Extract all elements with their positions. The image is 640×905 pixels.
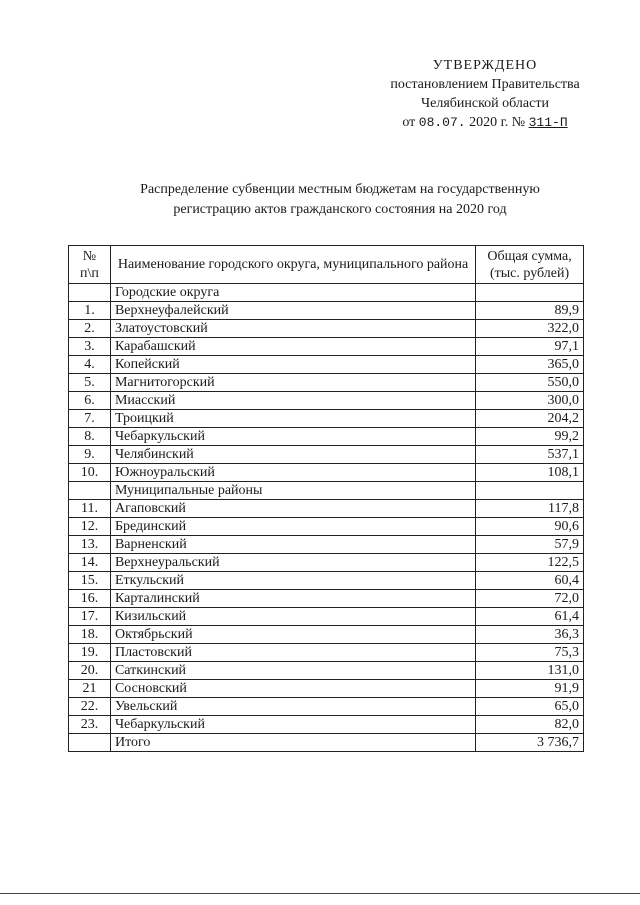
section-row [69, 482, 584, 500]
row-name: Южноуральский [110, 464, 475, 482]
row-value: 99,2 [476, 428, 584, 446]
row-name: Октябрьский [110, 626, 475, 644]
table-row [69, 590, 584, 608]
approval-number-prefix: № [511, 115, 526, 130]
row-number: 6. [69, 392, 111, 410]
row-value: 97,1 [476, 338, 584, 356]
total-label: Итого [110, 734, 475, 752]
row-name: Верхнеуральский [110, 554, 475, 572]
table-row [69, 446, 584, 464]
row-value: 300,0 [476, 392, 584, 410]
row-name: Магнитогорский [110, 374, 475, 392]
row-number: 12. [69, 518, 111, 536]
table-row [69, 554, 584, 572]
row-name: Сосновский [110, 680, 475, 698]
header-number: № п\п [69, 246, 111, 284]
row-value: 90,6 [476, 518, 584, 536]
title-line-1: Распределение субвенции местным бюджетам на государственную [140, 182, 540, 197]
approval-line-2: Челябинской области [421, 96, 549, 111]
approval-stamp [360, 56, 610, 132]
approval-year: 2020 г. [469, 115, 509, 130]
table-row [69, 644, 584, 662]
approval-date-prefix: от [402, 115, 416, 130]
total-value: 3 736,7 [476, 734, 584, 752]
row-value: 322,0 [476, 320, 584, 338]
row-number: 17. [69, 608, 111, 626]
row-number: 3. [69, 338, 111, 356]
row-value: 204,2 [476, 410, 584, 428]
table-row [69, 410, 584, 428]
table-row [69, 518, 584, 536]
row-number: 13. [69, 536, 111, 554]
approval-date-line [360, 113, 610, 132]
total-row [69, 734, 584, 752]
row-number: 11. [69, 500, 111, 518]
total-number-cell [69, 734, 111, 752]
table-header-row [69, 246, 584, 284]
header-name: Наименование городского округа, муниципального района [110, 246, 475, 284]
row-value: 72,0 [476, 590, 584, 608]
section-value-cell [476, 284, 584, 302]
row-number: 20. [69, 662, 111, 680]
page-bottom-divider [0, 893, 640, 894]
row-name: Чебаркульский [110, 716, 475, 734]
row-number: 21 [69, 680, 111, 698]
table-row [69, 500, 584, 518]
section-title: Городские округа [110, 284, 475, 302]
table-body [69, 284, 584, 752]
table-row [69, 464, 584, 482]
row-name: Агаповский [110, 500, 475, 518]
row-number: 2. [69, 320, 111, 338]
row-name: Миасский [110, 392, 475, 410]
table-row [69, 716, 584, 734]
section-value-cell [476, 482, 584, 500]
row-value: 365,0 [476, 356, 584, 374]
row-value: 36,3 [476, 626, 584, 644]
row-name: Увельский [110, 698, 475, 716]
row-number: 10. [69, 464, 111, 482]
row-name: Чебаркульский [110, 428, 475, 446]
row-number: 22. [69, 698, 111, 716]
document-title [80, 180, 600, 220]
row-number: 8. [69, 428, 111, 446]
approval-number: 311-П [528, 115, 568, 130]
row-value: 65,0 [476, 698, 584, 716]
row-name: Челябинский [110, 446, 475, 464]
table-row [69, 626, 584, 644]
row-number: 5. [69, 374, 111, 392]
row-value: 131,0 [476, 662, 584, 680]
section-number-cell [69, 284, 111, 302]
table-row [69, 320, 584, 338]
row-name: Пластовский [110, 644, 475, 662]
row-number: 23. [69, 716, 111, 734]
row-name: Троицкий [110, 410, 475, 428]
row-number: 19. [69, 644, 111, 662]
title-line-2: регистрацию актов гражданского состояния на 2020 год [173, 202, 507, 217]
table-row [69, 680, 584, 698]
row-value: 75,3 [476, 644, 584, 662]
row-number: 9. [69, 446, 111, 464]
section-row [69, 284, 584, 302]
row-value: 108,1 [476, 464, 584, 482]
table-row [69, 356, 584, 374]
table-row [69, 302, 584, 320]
row-value: 550,0 [476, 374, 584, 392]
row-name: Варненский [110, 536, 475, 554]
section-number-cell [69, 482, 111, 500]
row-value: 89,9 [476, 302, 584, 320]
row-number: 15. [69, 572, 111, 590]
row-number: 1. [69, 302, 111, 320]
table-row [69, 428, 584, 446]
table-row [69, 536, 584, 554]
row-number: 18. [69, 626, 111, 644]
row-name: Копейский [110, 356, 475, 374]
row-value: 117,8 [476, 500, 584, 518]
row-value: 82,0 [476, 716, 584, 734]
row-name: Кизильский [110, 608, 475, 626]
row-value: 60,4 [476, 572, 584, 590]
row-name: Карталинский [110, 590, 475, 608]
row-number: 16. [69, 590, 111, 608]
row-value: 91,9 [476, 680, 584, 698]
row-number: 4. [69, 356, 111, 374]
header-sum: Общая сумма, (тыс. рублей) [476, 246, 584, 284]
table-row [69, 698, 584, 716]
row-name: Еткульский [110, 572, 475, 590]
row-value: 61,4 [476, 608, 584, 626]
table-row [69, 392, 584, 410]
row-name: Карабашский [110, 338, 475, 356]
approval-date: 08.07. [418, 115, 466, 130]
row-name: Верхнеуфалейский [110, 302, 475, 320]
row-value: 122,5 [476, 554, 584, 572]
table-row [69, 338, 584, 356]
approval-heading: УТВЕРЖДЕНО [432, 58, 538, 73]
table-row [69, 608, 584, 626]
row-number: 14. [69, 554, 111, 572]
row-number: 7. [69, 410, 111, 428]
row-name: Златоустовский [110, 320, 475, 338]
table-row [69, 662, 584, 680]
row-value: 537,1 [476, 446, 584, 464]
row-name: Брединский [110, 518, 475, 536]
row-value: 57,9 [476, 536, 584, 554]
distribution-table [68, 245, 584, 752]
table-row [69, 374, 584, 392]
section-title: Муниципальные районы [110, 482, 475, 500]
row-name: Саткинский [110, 662, 475, 680]
approval-line-1: постановлением Правительства [390, 77, 580, 92]
table-row [69, 572, 584, 590]
